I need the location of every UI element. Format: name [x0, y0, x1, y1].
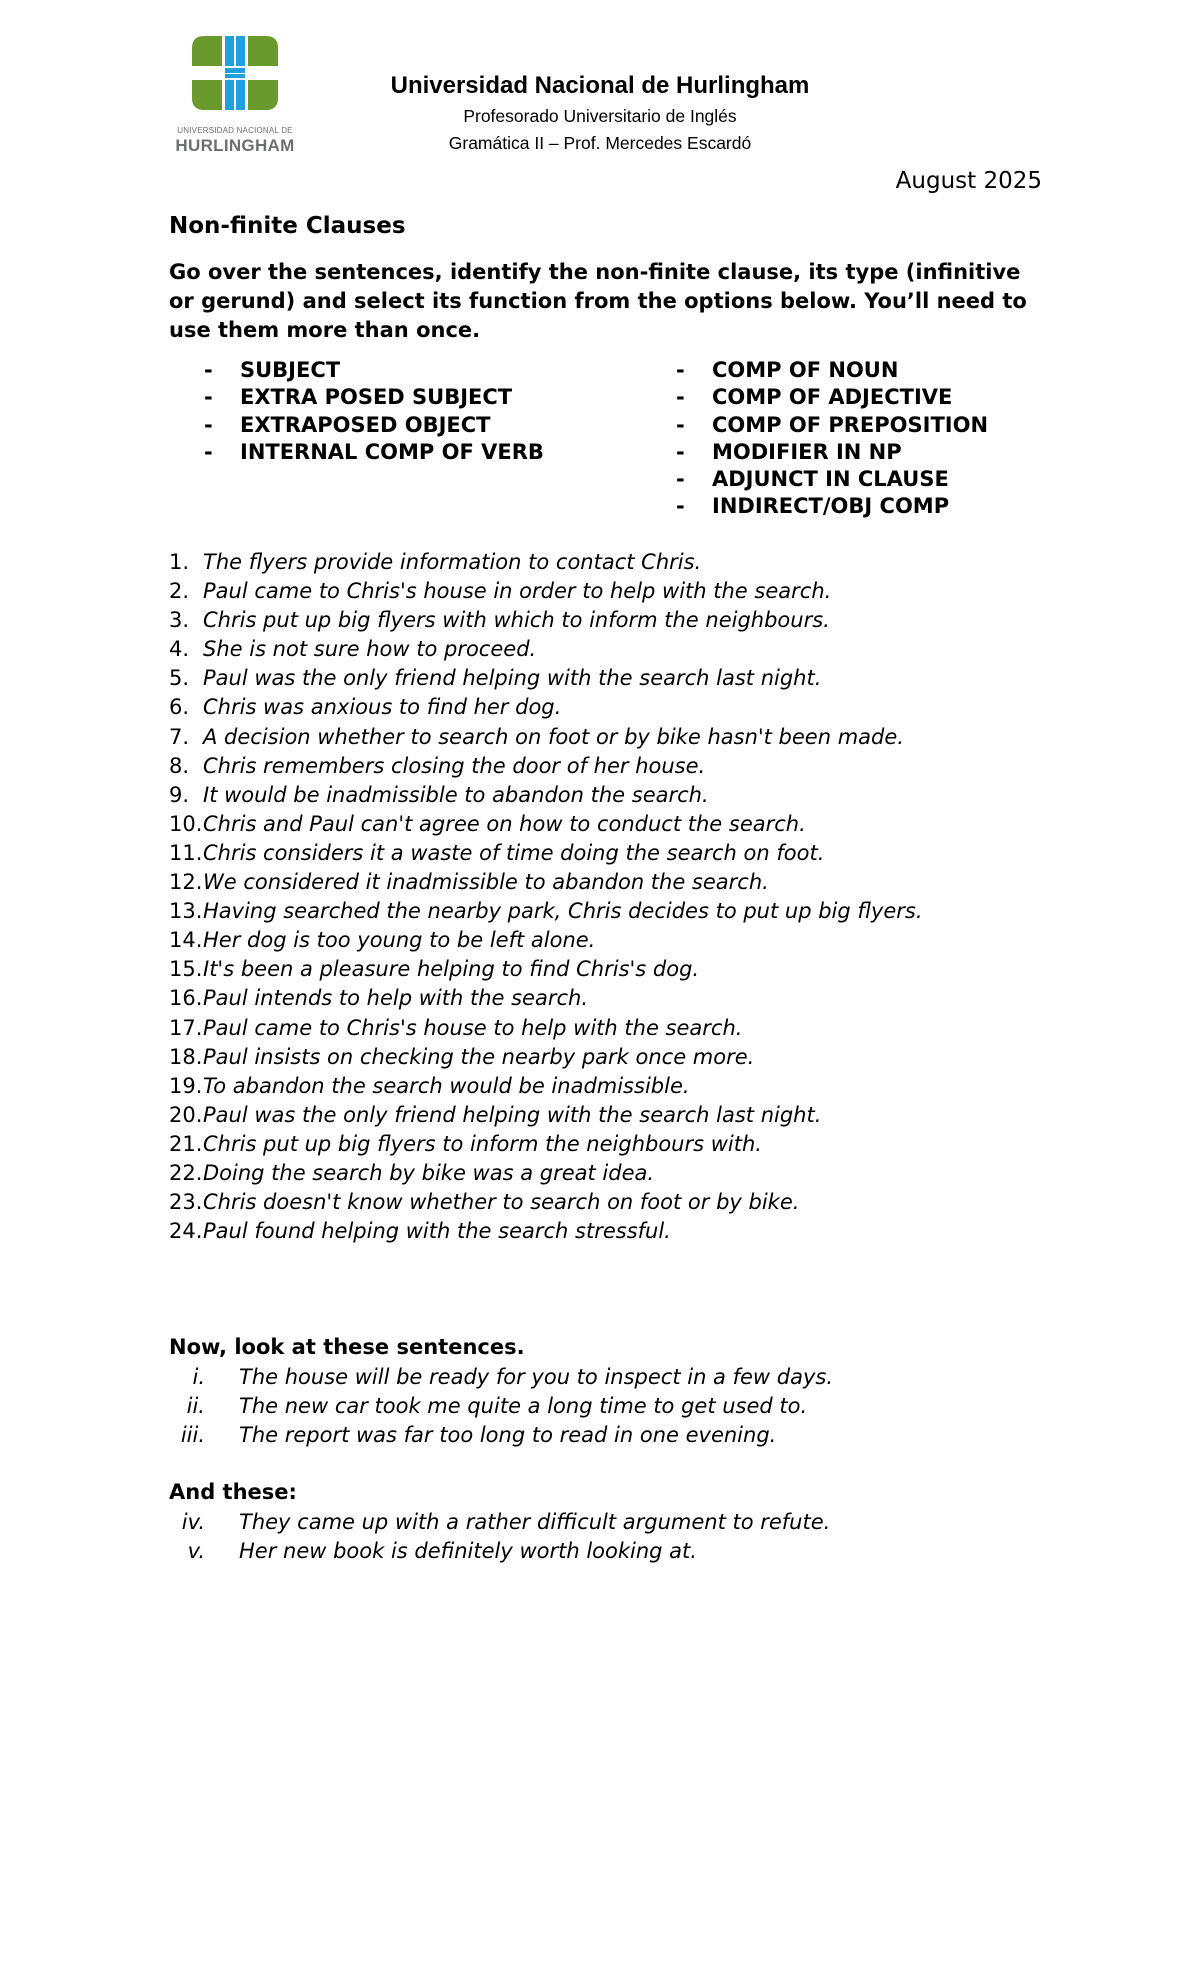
sentence-number: 21.	[169, 1131, 203, 1156]
sentence-text: Chris put up big flyers to inform the neighbours with.	[203, 1131, 762, 1156]
option-item	[676, 357, 988, 384]
sentence-text: Paul came to Chris's house to help with the search.	[203, 1015, 743, 1040]
example-item	[169, 1363, 833, 1392]
sentence-number: 6.	[169, 695, 190, 720]
sentence-number: 15.	[169, 957, 203, 982]
logo-square-bottom-right	[248, 80, 278, 110]
example-item	[169, 1537, 830, 1566]
sentence-item	[169, 1159, 923, 1188]
option-dash: -	[204, 358, 213, 382]
example-item	[169, 1508, 830, 1537]
sentence-number: 13.	[169, 899, 203, 924]
example-number: iv.	[181, 1510, 205, 1534]
page-title: Non-finite Clauses	[169, 213, 406, 239]
logo-cross-mid-bottom	[225, 74, 245, 78]
logo-cross-top-left	[225, 36, 234, 66]
sentence-text: To abandon the search would be inadmissible.	[203, 1073, 690, 1098]
sentence-number: 3.	[169, 608, 190, 633]
sentence-text: She is not sure how to proceed.	[203, 637, 537, 662]
sentence-item	[169, 897, 923, 926]
sentence-text: Chris considers it a waste of time doing the search on foot.	[203, 840, 825, 865]
section2-list	[169, 1363, 833, 1450]
sentence-number: 20.	[169, 1102, 203, 1127]
sentence-item	[169, 723, 923, 752]
sentence-number: 14.	[169, 928, 203, 953]
example-text: The report was far too long to read in one evening.	[239, 1423, 777, 1447]
option-label: EXTRAPOSED OBJECT	[240, 412, 491, 437]
option-dash: -	[676, 358, 685, 382]
example-item	[169, 1421, 833, 1450]
options-right-list	[676, 357, 988, 521]
option-dash: -	[676, 494, 685, 519]
course-name: Gramática II – Prof. Mercedes Escardó	[448, 133, 752, 153]
option-label: MODIFIER IN NP	[712, 439, 902, 464]
option-item	[676, 412, 988, 439]
sentence-number: 2.	[169, 579, 190, 604]
sentence-text: Having searched the nearby park, Chris decides to put up big flyers.	[203, 899, 923, 924]
logo-cross-bottom-left	[225, 80, 234, 110]
sentence-number: 17.	[169, 1015, 203, 1040]
logo-small-text: UNIVERSIDAD NACIONAL DE	[177, 126, 293, 135]
example-item	[169, 1392, 833, 1421]
sentence-number: 11.	[169, 840, 203, 865]
logo-square-top-left	[192, 36, 222, 66]
sentence-text: Paul was the only friend helping with the search last night.	[203, 666, 822, 691]
sentence-text: Chris was anxious to find her dog.	[203, 695, 562, 720]
logo-cross-mid-top	[225, 68, 245, 73]
sentence-text: Chris put up big flyers with which to inform the neighbours.	[203, 608, 830, 633]
option-label: SUBJECT	[240, 358, 341, 382]
sentence-item	[169, 1014, 923, 1043]
option-item	[676, 493, 988, 520]
sentence-item	[169, 1130, 923, 1159]
option-item	[204, 412, 544, 439]
sentence-number: 10.	[169, 811, 203, 836]
sentence-text: A decision whether to search on foot or by bike hasn't been made.	[203, 724, 904, 749]
option-item	[204, 384, 544, 411]
sentence-number: 12.	[169, 870, 203, 895]
sentence-number: 5.	[169, 666, 190, 691]
logo-main-text: HURLINGHAM	[175, 136, 295, 155]
logo-cross-bottom-right	[236, 80, 245, 110]
option-dash: -	[676, 412, 685, 437]
sentence-text: Paul came to Chris's house in order to help with the search.	[203, 579, 832, 604]
option-item	[204, 357, 544, 384]
sentence-number: 9.	[169, 782, 190, 807]
option-label: ADJUNCT IN CLAUSE	[712, 467, 949, 492]
option-item	[676, 384, 988, 411]
university-logo-icon	[192, 36, 278, 112]
option-item	[676, 466, 988, 493]
sentence-item	[169, 1217, 923, 1246]
instructions: Go over the sentences, identify the non-finite clause, its type (infinitive or gerund) and select its function from the options below. You’ll need to use them more than once.	[169, 260, 1027, 342]
logo-square-top-right	[248, 36, 278, 66]
sentence-item	[169, 635, 923, 664]
sentence-item	[169, 693, 923, 722]
sentence-number: 19.	[169, 1073, 203, 1098]
option-dash: -	[676, 385, 685, 410]
example-text: They came up with a rather difficult argument to refute.	[239, 1510, 831, 1534]
sentence-item	[169, 839, 923, 868]
sentence-item	[169, 984, 923, 1013]
university-name: Universidad Nacional de Hurlingham	[390, 72, 810, 99]
sentence-item	[169, 868, 923, 897]
example-number: v.	[187, 1539, 205, 1563]
sentence-item	[169, 926, 923, 955]
section3-list	[169, 1508, 830, 1566]
sentence-item	[169, 548, 923, 577]
sentence-number: 16.	[169, 986, 203, 1011]
option-label: INTERNAL COMP OF VERB	[240, 439, 544, 464]
option-label: COMP OF ADJECTIVE	[712, 385, 953, 410]
sentence-number: 23.	[169, 1190, 203, 1215]
sentence-item	[169, 752, 923, 781]
option-dash: -	[676, 467, 685, 492]
example-text: The new car took me quite a long time to get used to.	[239, 1394, 808, 1418]
sentence-text: Paul intends to help with the search.	[203, 986, 588, 1011]
sentence-text: Chris doesn't know whether to search on foot or by bike.	[203, 1190, 800, 1215]
sentence-text: Chris remembers closing the door of her house.	[203, 753, 706, 778]
document-date: August 2025	[895, 168, 1042, 194]
option-label: INDIRECT/OBJ COMP	[712, 494, 950, 519]
sentence-number: 4.	[169, 637, 190, 662]
option-item	[204, 439, 544, 466]
sentence-item	[169, 664, 923, 693]
option-dash: -	[676, 439, 685, 464]
sentence-item	[169, 1188, 923, 1217]
program-name: Profesorado Universitario de Inglés	[463, 106, 737, 126]
example-number: iii.	[180, 1423, 205, 1447]
logo-cross-top-right	[236, 36, 245, 66]
sentence-text: The flyers provide information to contact Chris.	[203, 550, 702, 574]
example-text: Her new book is definitely worth looking at.	[239, 1539, 697, 1563]
sentence-number: 24.	[169, 1219, 203, 1244]
example-number: ii.	[186, 1394, 205, 1418]
option-dash: -	[204, 439, 213, 464]
option-label: COMP OF PREPOSITION	[712, 412, 989, 437]
sentence-number: 18.	[169, 1044, 203, 1069]
sentence-item	[169, 781, 923, 810]
sentence-number: 8.	[169, 753, 190, 778]
option-item	[676, 439, 988, 466]
sentence-text: Her dog is too young to be left alone.	[203, 928, 596, 953]
sentence-number: 7.	[169, 724, 190, 749]
example-text: The house will be ready for you to inspect in a few days.	[239, 1365, 833, 1389]
sentence-number: 1.	[169, 550, 190, 574]
sentence-item	[169, 1072, 923, 1101]
logo-square-bottom-left	[192, 80, 222, 110]
option-label: EXTRA POSED SUBJECT	[240, 385, 513, 410]
option-dash: -	[204, 385, 213, 410]
option-dash: -	[204, 412, 213, 437]
sentence-item	[169, 1101, 923, 1130]
sentence-text: Doing the search by bike was a great idea.	[203, 1160, 655, 1185]
section2-heading: Now, look at these sentences.	[169, 1335, 525, 1359]
sentence-item	[169, 606, 923, 635]
sentence-text: Chris and Paul can't agree on how to conduct the search.	[203, 811, 806, 836]
options-left-list	[204, 357, 544, 466]
sentence-item	[169, 1043, 923, 1072]
sentence-number: 22.	[169, 1160, 203, 1185]
sentence-text: We considered it inadmissible to abandon the search.	[203, 870, 769, 895]
sentence-text: It would be inadmissible to abandon the search.	[203, 782, 709, 807]
sentence-item	[169, 577, 923, 606]
sentence-text: Paul insists on checking the nearby park once more.	[203, 1044, 755, 1069]
sentence-item	[169, 955, 923, 984]
sentence-text: Paul found helping with the search stressful.	[203, 1219, 671, 1244]
sentence-text: Paul was the only friend helping with the search last night.	[203, 1102, 822, 1127]
sentence-list	[169, 548, 923, 1246]
option-label: COMP OF NOUN	[712, 358, 899, 382]
sentence-text: It's been a pleasure helping to find Chris's dog.	[203, 957, 700, 982]
sentence-item	[169, 810, 923, 839]
example-number: i.	[192, 1365, 205, 1389]
section3-heading: And these:	[169, 1480, 297, 1504]
